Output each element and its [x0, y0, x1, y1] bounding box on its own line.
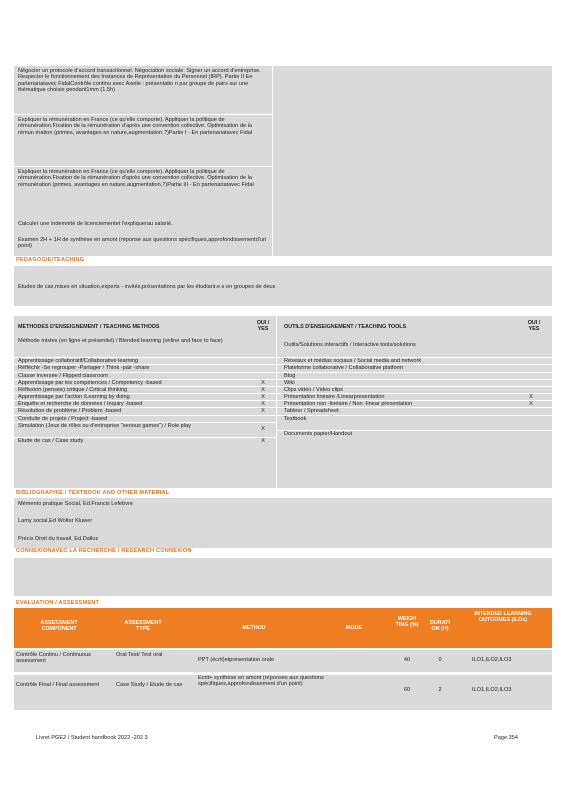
bibliography-item: Mémento pratique Social, Ed.Francis Lefebvre	[18, 501, 134, 507]
row-divider	[14, 386, 276, 387]
method-row-mark: X	[261, 408, 265, 414]
row-divider	[14, 372, 276, 373]
row-divider	[277, 386, 552, 387]
row-divider	[14, 357, 276, 358]
row-component: Contrôle Continu / Continuous assessment	[16, 652, 91, 665]
bibliography-heading: BIBLIOGRAPHIE / TEXTBOOK AND OTHER MATERIAL	[16, 490, 170, 496]
row-divider	[277, 415, 552, 416]
footer-page-number: Page 354	[494, 735, 518, 741]
objectives-block	[14, 66, 552, 256]
tool-row-label: Clips vidéo / Video clips	[284, 387, 343, 393]
evaluation-heading: EVALUATION / ASSESSMENT	[16, 600, 100, 606]
col-weighting-header: WEIGH TING (%)	[395, 616, 419, 629]
tool-row-label: Blog	[284, 373, 296, 379]
row-weighting: 40	[403, 657, 411, 663]
objective-paragraph: Expliquer la rémunération en France (ce qu'elle comporte). Appliquer la politique de rémunération.Fixation de la rémunération d'après une convention collective. Optimisation de la rémunération (primes, avantages en nature,augmentation,?)Partie III - En partenariatavec Fidal	[18, 169, 254, 188]
row-ilos: ILO1,ILO2,ILO3	[472, 687, 512, 693]
tool-row-mark: X	[529, 394, 533, 400]
col-duration-header: DURATI ON (H)	[430, 620, 450, 633]
tool-row-label: Outils/Solutions interactifs / Interactive tools/solutions	[284, 342, 416, 348]
tool-row-label: Tableur / Spreadsheet	[284, 408, 339, 414]
row-divider	[14, 393, 276, 394]
evaluation-row	[14, 675, 552, 710]
tool-row-label: Plateforme collaborative / Collaborative platform	[284, 365, 404, 371]
tool-row-label: Présentation linéaire /Linearpresentation	[284, 394, 385, 400]
tools-header: OUTILS D'ENSEIGNEMENT / TEACHING TOOLS	[284, 324, 407, 330]
method-row-mark: X	[261, 426, 265, 432]
method-row-label: Enquête et recherche de données / Inquiry -based	[18, 401, 143, 407]
col-method-header: METHOD	[242, 625, 266, 631]
pedagogy-text: Etudes de cas,mises en situation,experts - invités,présentations par les étudiant.e.s en groupes de deux	[18, 284, 276, 290]
row-duration: 0	[438, 657, 442, 663]
bibliography-item: Lamy social,Ed Wolter Kluwer	[18, 518, 93, 524]
col-mode-header: MODE	[345, 625, 363, 631]
row-divider	[277, 393, 552, 394]
method-row-label: Simulation (Jeux de rôles ou d'entreprise "serious games") / Role play	[18, 423, 191, 429]
method-row-mark: X	[261, 401, 265, 407]
tool-row-mark: X	[529, 401, 533, 407]
method-row-mark: X	[261, 394, 265, 400]
objective-paragraph: Examen 2H + 1H de synthèse en amont (réponse aux questions spécifiques,approfondissementd'un point)	[18, 237, 267, 250]
row-divider	[277, 364, 552, 365]
tool-row-label: Réseaux et médias sociaux / Social media and network	[284, 358, 422, 364]
method-row-label: Apprentissage par les compétences / Competency -based	[18, 380, 162, 386]
research-block	[14, 558, 552, 596]
row-method: Ecrit+ synthèse en amont (réponses aux questions spécifiques,approfondissement d'un point)	[198, 675, 324, 688]
row-divider	[14, 422, 276, 423]
row-divider	[14, 407, 276, 408]
pedagogy-heading: PEDAGOGIE/TEACHING	[16, 257, 85, 263]
methods-block	[14, 316, 552, 488]
method-row-label: Etude de cas / Case study	[18, 438, 84, 444]
row-divider	[277, 357, 552, 358]
footer-left: Livret PGE2 / Student handbook 2022 -202 3	[36, 735, 148, 741]
methods-yes-header: OUI / YES	[256, 320, 270, 332]
method-row-label: Apprentissage par l'action /Learning by doing	[18, 394, 130, 400]
row-method: PPT (écrit)etprésentation orale	[198, 657, 275, 663]
objective-paragraph: Négocier un protocole d'accord transactionnel. Négociation sociale. Signer un accord d'entreprise. Respecter le fonctionnement des Instances de Représentation du Personnel (IRP). Partie II En partenariatavec FidalContrôle continu avec Axelle : présentatio n par groupe de pairs sur une thématique choisie pendant1mm (1,5h)	[18, 68, 261, 93]
method-row-label: Résolution de problème / Problem -based	[18, 408, 122, 414]
row-divider	[277, 407, 552, 408]
tools-yes-header: OUI / YES	[527, 320, 541, 332]
col-component-header: ASSESSMENT COMPONENT	[40, 620, 78, 633]
method-row-label: Méthode mixtes (en ligne et présentiel) / Blended learning (online and face to face)	[18, 338, 223, 344]
row-divider	[14, 415, 276, 416]
row-divider	[277, 430, 552, 431]
row-divider	[277, 400, 552, 401]
method-row-label: Réfléchir -Se regrouper -Partager / Think -pair -share	[18, 365, 150, 371]
evaluation-row	[14, 650, 552, 672]
pedagogy-block	[14, 266, 552, 306]
tool-row-label: Présentation non -linéaire / Non -linear presentation	[284, 401, 413, 407]
evaluation-table-header	[14, 608, 552, 648]
research-heading: CONNEXIONAVEC LA RECHERCHE / RESEARCH CONNEXION	[16, 548, 192, 554]
row-divider	[14, 364, 276, 365]
col-type-header: ASSESSMENT TYPE	[124, 620, 162, 633]
tool-row-label: Wiki	[284, 380, 295, 386]
method-row-mark: X	[261, 438, 265, 444]
bibliography-block	[14, 498, 552, 548]
method-row-mark: X	[261, 387, 265, 393]
row-weighting: 60	[403, 687, 411, 693]
row-ilos: ILO1,ILO2,ILO3	[472, 657, 512, 663]
row-divider	[277, 372, 552, 373]
bibliography-item: Précis Droit du travail, Ed.Dalloz	[18, 536, 99, 542]
row-component: Contrôle Final / Final assessment	[16, 682, 100, 688]
method-row-mark: X	[261, 380, 265, 386]
method-row-label: Apprentissage collaboratif/Collaborative learning	[18, 358, 139, 364]
method-row-label: Classe inversée / Flipped classroom	[18, 373, 108, 379]
row-divider	[14, 400, 276, 401]
row-type: Oral Test/ Test oral	[116, 652, 163, 658]
row-divider	[14, 437, 276, 438]
objective-paragraph: Expliquer la rémunération en France (ce qu'elle comporte). Appliquer la politique de rémunération.Fixation de la rémunération d'après une convention collective. Optimisation de la rémun ération (primes, avantages en nature,augmentation,?)Partie I - En partenariatavec Fidal	[18, 117, 253, 136]
objective-paragraph: Calculer une indemnité de licenciementet l'expliquerau salarié.	[18, 221, 173, 227]
tool-row-label: Documents papier/Handout	[284, 431, 353, 437]
method-row-label: Conduite de projets / Project -based	[18, 416, 108, 422]
methods-header: METHODES D'ENSEIGNEMENT / TEACHING METHODS	[18, 324, 160, 330]
method-row-label: Réflexion (pensée) critique / Critical thinking	[18, 387, 128, 393]
row-divider	[14, 379, 276, 380]
row-divider	[277, 379, 552, 380]
row-type: Case Study / Etude de cas	[116, 682, 183, 688]
tool-row-label: Textbook	[284, 416, 307, 422]
col-ilos-header: INTENDED LEARNING OUTCOMES (ILOs)	[474, 611, 532, 624]
row-duration: 2	[438, 687, 442, 693]
